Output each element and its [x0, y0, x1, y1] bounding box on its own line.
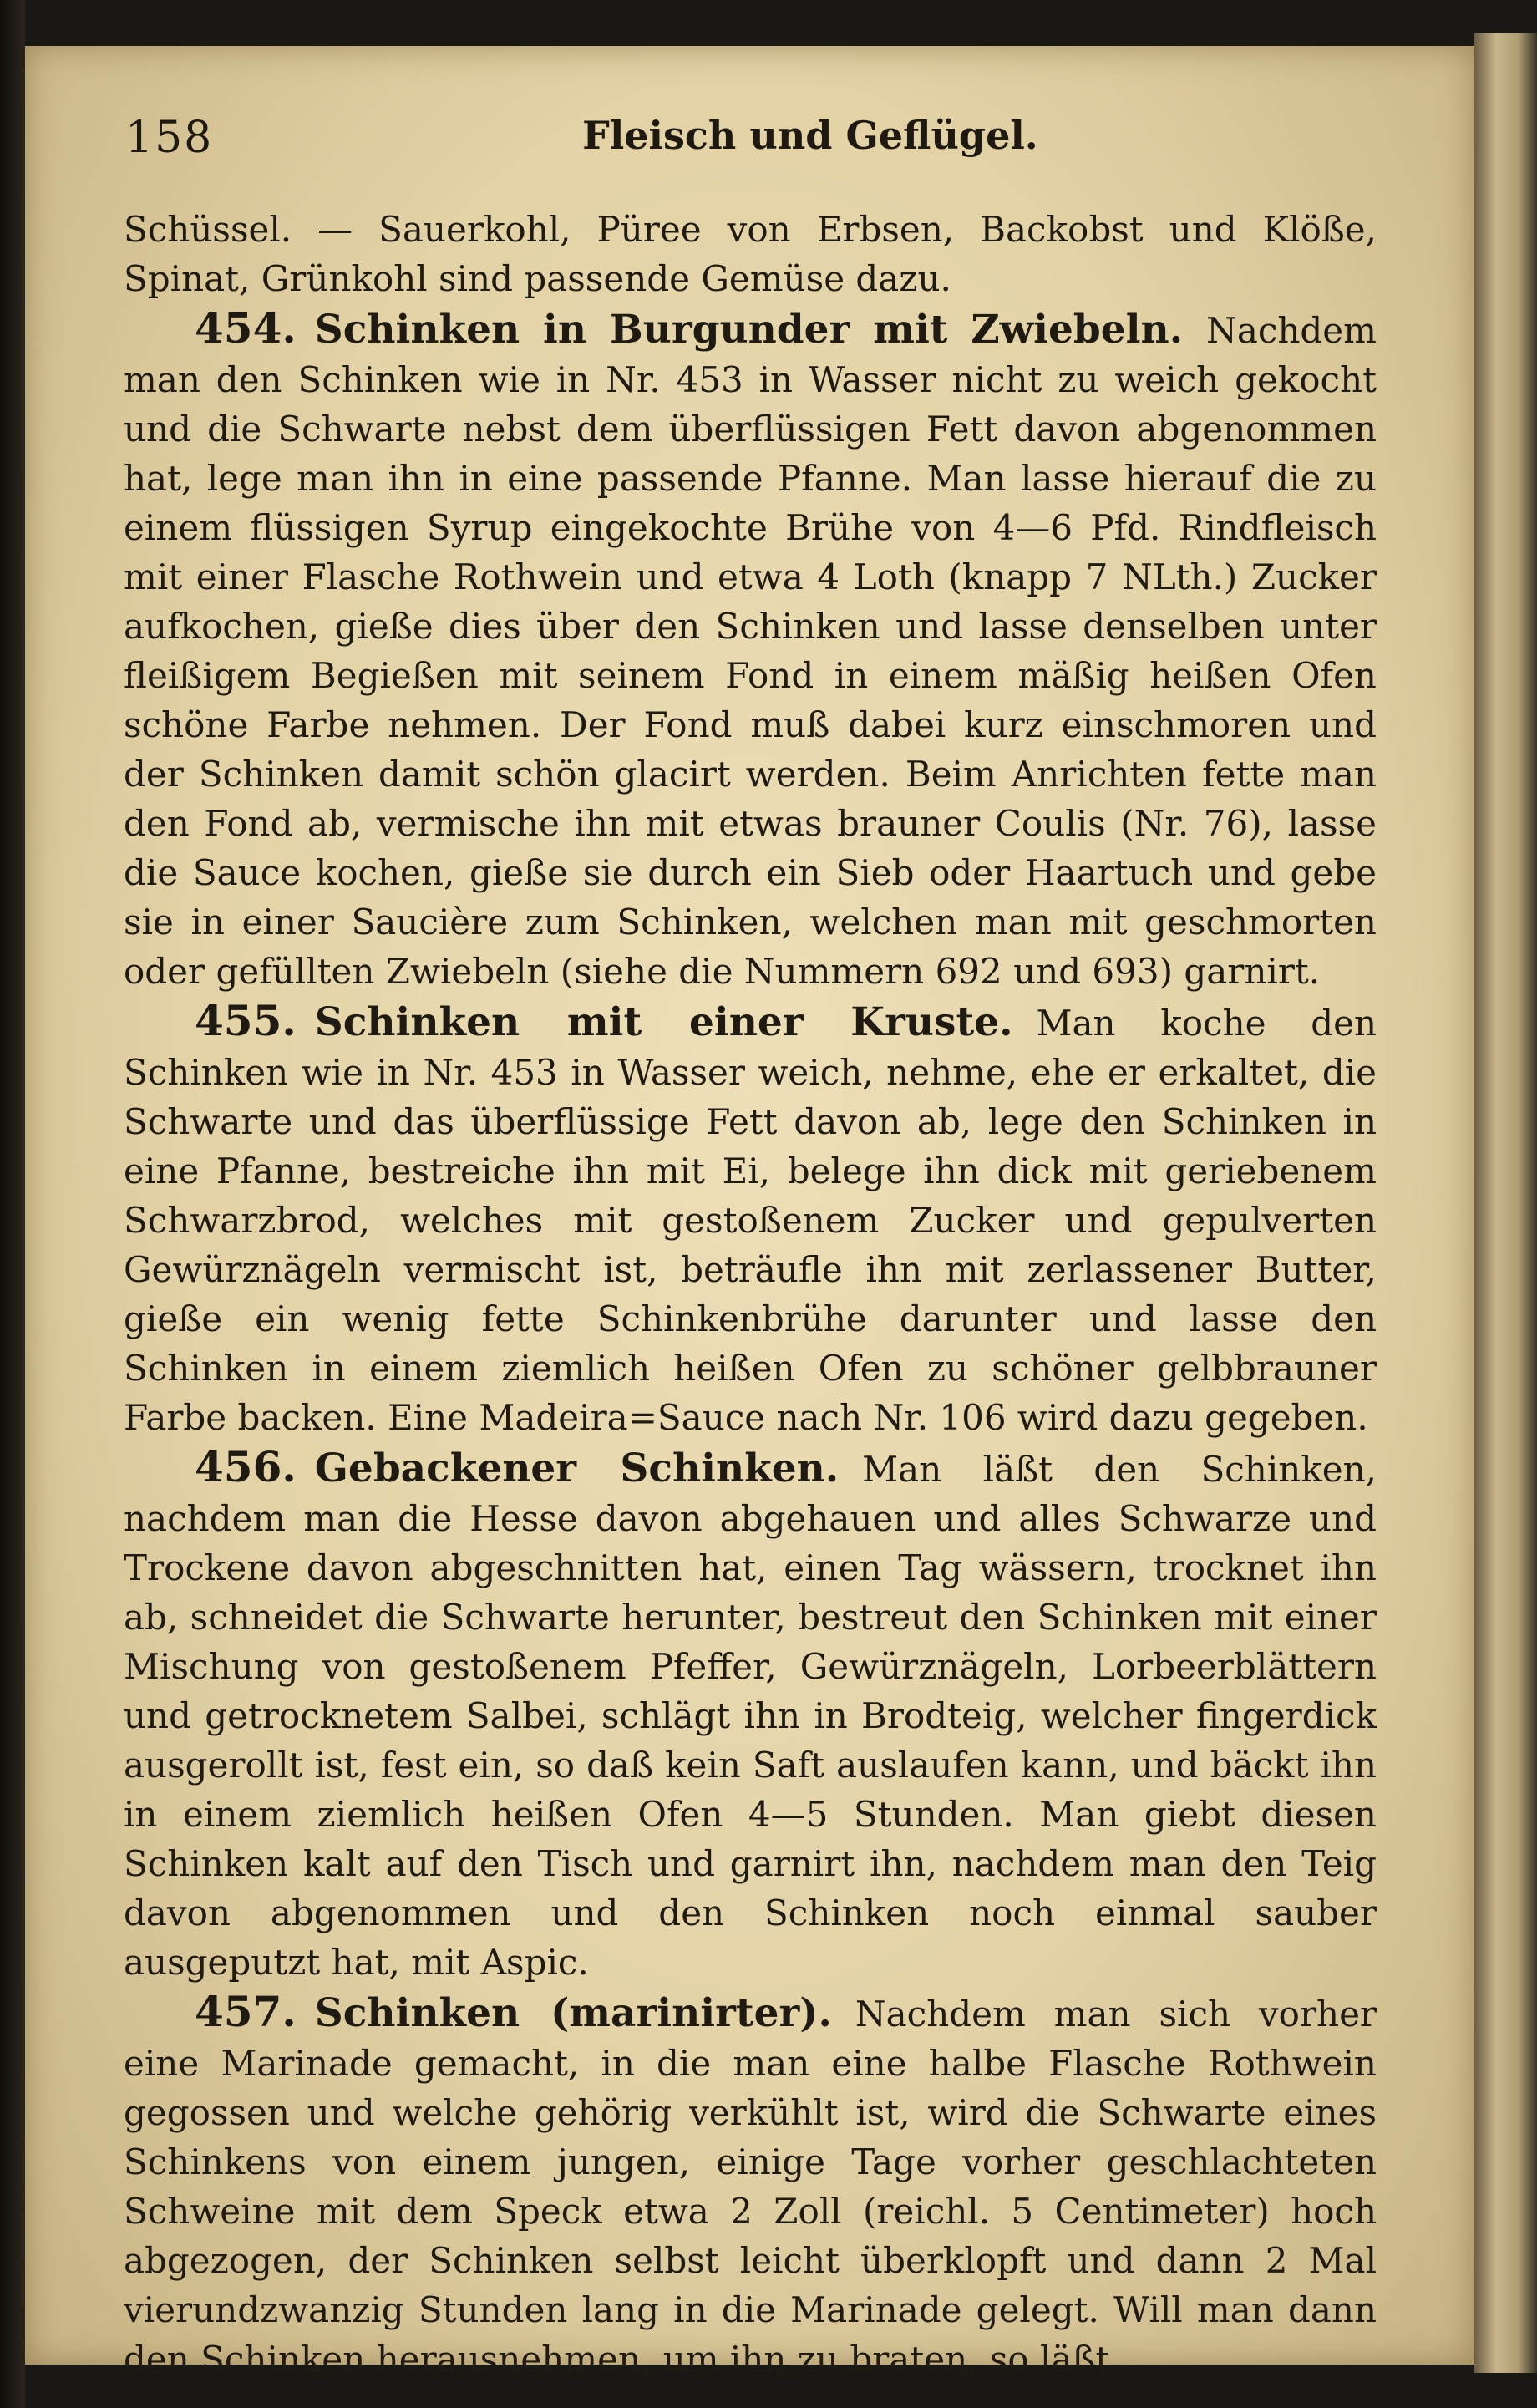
recipe-number: 454. [195, 303, 297, 353]
recipe-text: Man koche den Schinken wie in Nr. 453 in Wasser weich, nehme, ehe er erkaltet, die Schwarte und das überflüssige Fett davon ab, lege den Schinken in eine Pfanne, bestreiche ihn mit Ei, belege ihn dick mit geriebenem Schwarzbrod, welches mit gestoßenem Zucker und gepulverten Gewürznägeln vermischt ist, beträufle ihn mit zerlassener Butter, gieße ein wenig fette Schinkenbrühe darunter und lasse den Schinken in einem ziemlich heißen Ofen zu schöner gelbbrauner Farbe backen. Eine Madeira=Sauce nach Nr. 106 wird dazu gegeben. [124, 1003, 1377, 1438]
page-body [124, 205, 1377, 2384]
recipe-457 [124, 1987, 1377, 2384]
recipe-text: Man läßt den Schinken, nachdem man die Hesse davon abgehauen und alles Schwarze und Trockene davon abgeschnitten hat, einen Tag wässern, trocknet ihn ab, schneidet die Schwarte herunter, bestreut den Schinken mit einer Mischung von gestoßenem Pfeffer, Gewürznägeln, Lorbeerblättern und getrocknetem Salbei, schlägt ihn in Brodteig, welcher fingerdick ausgerollt ist, fest ein, so daß kein Saft auslaufen kann, und bäckt ihn in einem ziemlich heißen Ofen 4—5 Stunden. Man giebt diesen Schinken kalt auf den Tisch und garnirt ihn, nachdem man den Teig davon abgenommen und den Schinken noch einmal sauber ausgeputzt hat, mit Aspic. [124, 1449, 1377, 1983]
recipe-text: Nachdem man sich vorher eine Marinade gemacht, in die man eine halbe Flasche Rothwein gegossen und welche gehörig verkühlt ist, wird die Schwarte eines Schinkens von einem jungen, einige Tage vorher geschlachteten Schweine mit dem Speck etwa 2 Zoll (reichl. 5 Centimeter) hoch abgezogen, der Schinken selbst leicht überklopft und dann 2 Mal vierundzwanzig Stunden lang in die Marinade gelegt. Will man dann den Schinken herausnehmen, um ihn zu braten, so läßt [124, 1994, 1377, 2380]
page-number: 158 [125, 113, 214, 163]
continuation-paragraph: Schüssel. — Sauerkohl, Püree von Erbsen, Backobst und Klöße, Spinat, Grünkohl sind passende Gemüse dazu. [124, 209, 1377, 299]
recipe-455 [124, 996, 1377, 1442]
running-title: Fleisch und Geflügel. [582, 113, 1038, 158]
recipe-456 [124, 1442, 1377, 1987]
book-spine-shadow [0, 0, 25, 2408]
recipe-text: Nachdem man den Schinken wie in Nr. 453 in Wasser nicht zu weich gekocht und die Schwarte nebst dem überflüssigen Fett davon abgenommen hat, lege man ihn in eine passende Pfanne. Man lasse hierauf die zu einem flüssigen Syrup eingekochte Brühe von 4—6 Pfd. Rindfleisch mit einer Flasche Rothwein und etwa 4 Loth (knapp 7 NLth.) Zucker aufkochen, gieße dies über den Schinken und lasse denselben unter fleißigem Begießen mit seinem Fond in einem mäßig heißen Ofen schöne Farbe nehmen. Der Fond muß dabei kurz einschmoren und der Schinken damit schön glacirt werden. Beim Anrichten fette man den Fond ab, vermische ihn mit etwas brauner Coulis (Nr. 76), lasse die Sauce kochen, gieße sie durch ein Sieb oder Haartuch und gebe sie in einer Saucière zum Schinken, welchen man mit geschmorten oder gefüllten Zwiebeln (siehe die Nummern 692 und 693) garnirt. [124, 310, 1377, 992]
recipe-number: 456. [195, 1442, 297, 1491]
recipe-number: 457. [195, 1987, 297, 2036]
recipe-454 [124, 303, 1377, 996]
recipe-title: Gebackener Schinken. [314, 1445, 840, 1491]
recipe-title: Schinken in Burgunder mit Zwiebeln. [314, 307, 1184, 353]
recipe-number: 455. [195, 996, 297, 1045]
recipe-title: Schinken (marinirter). [314, 1990, 832, 2036]
recipe-title: Schinken mit einer Kruste. [314, 999, 1013, 1045]
page-header [125, 113, 1378, 171]
page-edge [1474, 33, 1537, 2373]
